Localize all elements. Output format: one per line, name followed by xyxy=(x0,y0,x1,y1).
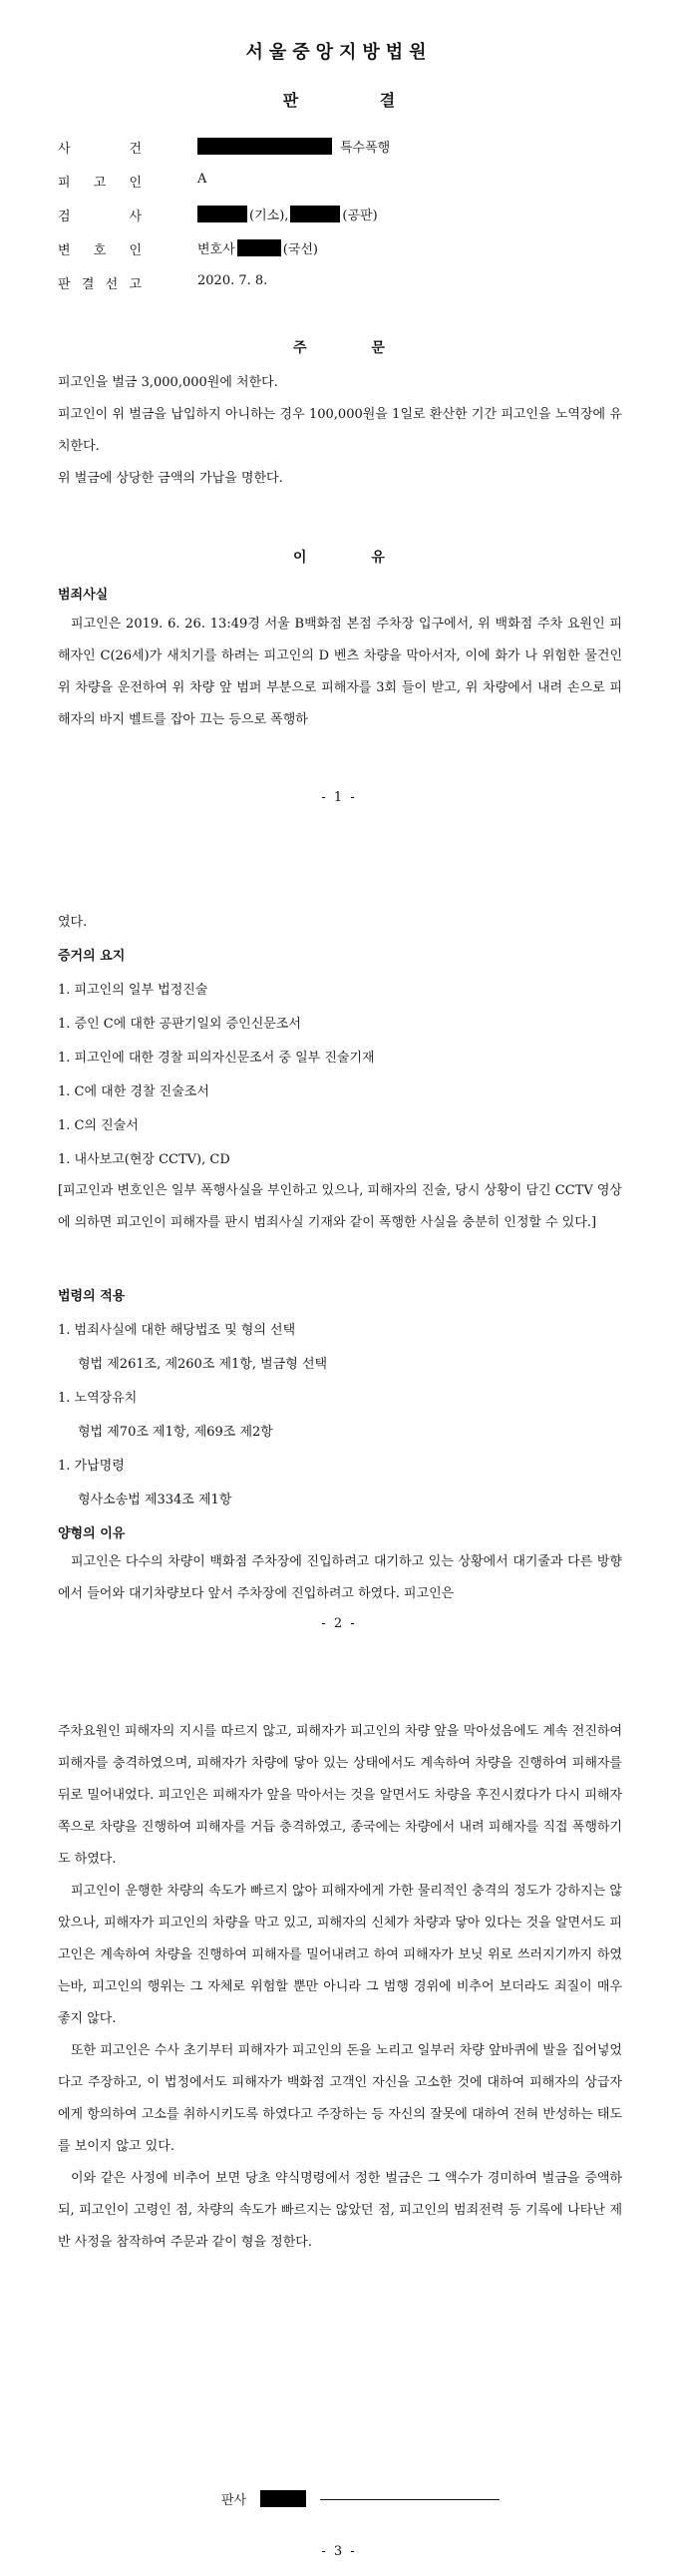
page-2 xyxy=(0,828,678,1646)
counsel-type: (국선) xyxy=(282,242,318,257)
header-label-char: 인 xyxy=(129,176,142,191)
page-number: - 2 - xyxy=(321,1616,357,1631)
header-value-counsel xyxy=(197,238,318,257)
header-value-prosecutor xyxy=(197,205,378,223)
header-label-char: 사 xyxy=(58,142,71,157)
law-heading: 법령의 적용 xyxy=(58,1289,126,1304)
sentencing-paragraph: 주차요원인 피해자의 지시를 따르지 않고, 피해자가 피고인의 차량 앞을 막아섰음에도 계속 전진하여 피해자를 충격하였으며, 피해자가 차량에 닿아 있는 상태에서도 계속하여 차량을 진행하여 피해자를 뒤로 밀어내었다. 피고인은 피해자가 앞을 막아서는 것을 알면서도 차량을 후진시켰다가 다시 피해자 쪽으로 차량을 진행하여 피해자를 거듭 충격하였고, 종국에는 차량에서 내려 피해자를 직접 폭행하기도 하였다. xyxy=(58,1724,622,1867)
header-label-prosecutor xyxy=(58,206,142,224)
case-name: 특수폭행 xyxy=(340,141,391,156)
signature-line xyxy=(320,2498,500,2500)
redaction-block xyxy=(260,2490,306,2507)
law-detail: 형법 제70조 제1항, 제69조 제2항 xyxy=(78,1425,273,1440)
page-number: - 1 - xyxy=(321,790,357,805)
header-label-case xyxy=(58,138,142,157)
judgment-date: 2020. 7. 8. xyxy=(197,273,268,288)
redaction-block xyxy=(290,206,340,222)
header-value-defendant xyxy=(197,172,206,187)
evidence-item: 1. 피고인에 대한 경찰 피의자신문조서 중 일부 진술기재 xyxy=(58,1051,375,1066)
evidence-item: 1. C의 진술서 xyxy=(58,1118,139,1133)
header-label-char: 판 xyxy=(58,277,71,292)
order-body xyxy=(58,367,622,495)
header-value-judgment-date xyxy=(197,273,267,288)
sentencing-paragraph: 이와 같은 사정에 비추어 보면 당초 약식명령에서 정한 벌금은 그 액수가 경미하여 벌금을 증액하되, 피고인이 고령인 점, 차량의 속도가 빠르지는 않았던 점, 피고인의 범죄전력 등 기록에 나타난 제반 사정을 참작하여 주문과 같이 형을 정한다. xyxy=(58,2171,622,2250)
sentencing-text: 피고인은 다수의 차량이 백화점 주차장에 진입하려고 대기하고 있는 상황에서 대기줄과 다른 방향에서 들어와 대기차량보다 앞서 주차장에 진입하려고 하였다. 피고인은 xyxy=(58,1554,622,1601)
header-label-char: 결 xyxy=(81,277,95,292)
sentencing-body xyxy=(58,1546,622,1610)
header-label-char: 인 xyxy=(129,243,142,258)
prosecutor-role-1: (기소), xyxy=(249,209,289,223)
prosecutor-role-2: (공판) xyxy=(342,209,378,223)
facts-heading: 범죄사실 xyxy=(58,588,109,603)
order-line: 피고인이 위 벌금을 납입하지 아니하는 경우 100,000원을 1일로 환산한 기간 피고인을 노역장에 유치한다. xyxy=(58,407,622,454)
evidence-note-text: [피고인과 변호인은 일부 폭행사실을 부인하고 있으나, 피해자의 진술, 당시 상황이 담긴 CCTV 영상에 의하면 피고인이 피해자를 판시 범죄사실 기재와 같이 폭행한 사실을 충분히 인정할 수 있다.] xyxy=(58,1183,622,1230)
evidence-heading: 증거의 요지 xyxy=(58,949,126,964)
header-label-char: 검 xyxy=(58,210,71,224)
header-label-char: 호 xyxy=(93,243,107,258)
sentencing-paragraph: 피고인이 운행한 차량의 속도가 빠르지 않아 피해자에게 가한 물리적인 충격의 정도가 강하지는 않았으나, 피해자가 피고인의 차량을 막고 있고, 피해자의 신체가 차량과 닿아 있다는 것을 알면서도 피고인은 계속하여 차량을 진행하여 피해자를 밀어내려고 하여 피해자가 보닛 위로 쓰러지기까지 하였는바, 피고인의 행위는 그 자체로 위험할 뿐만 아니라 그 범행 경위에 비추어 보더라도 죄질이 매우 좋지 않다. xyxy=(58,1884,622,2026)
evidence-item: 1. 내사보고(현장 CCTV), CD xyxy=(58,1152,230,1167)
redaction-block xyxy=(197,138,332,155)
sentencing-continuation xyxy=(58,1716,622,2259)
judge-signature xyxy=(221,2489,500,2508)
redaction-block xyxy=(237,239,281,256)
facts-continuation: 였다. xyxy=(58,915,88,930)
header-label-char: 변 xyxy=(58,243,71,258)
header-label-char: 건 xyxy=(129,142,142,157)
header-label-char: 피 xyxy=(58,176,71,191)
evidence-item: 1. C에 대한 경찰 진술조서 xyxy=(58,1084,209,1099)
header-label-char: 고 xyxy=(93,176,107,191)
law-item: 1. 범죄사실에 대한 해당법조 및 형의 선택 xyxy=(58,1323,296,1338)
page-3 xyxy=(0,1646,678,2576)
header-label-char: 선 xyxy=(105,277,119,292)
document-title: 판 결 xyxy=(282,91,434,110)
order-line: 위 벌금에 상당한 금액의 가납을 명한다. xyxy=(58,471,283,486)
header-label-char: 고 xyxy=(129,277,142,292)
header-label-char: 사 xyxy=(129,210,142,224)
evidence-item: 1. 피고인의 일부 법정진술 xyxy=(58,983,208,998)
header-label-judgment-date xyxy=(58,273,142,292)
sentencing-paragraph: 또한 피고인은 수사 초기부터 피해자가 피고인의 돈을 노리고 일부러 차량 앞바퀴에 발을 집어넣었다고 주장하고, 이 법정에서도 피해자가 백화점 고객인 자신을 고소한 것에 대하여 피해자의 상급자에게 항의하여 고소를 취하시키도록 하였다고 주장하는 등 자신의 잘못에 대하여 전혀 반성하는 태도를 보이지 않고 있다. xyxy=(58,2043,622,2154)
law-detail: 형법 제261조, 제260조 제1항, 벌금형 선택 xyxy=(78,1357,328,1372)
page-1 xyxy=(0,0,678,828)
judge-label: 판사 xyxy=(221,2493,247,2508)
facts-text: 피고인은 2019. 6. 26. 13:49경 서울 B백화점 본점 주차장 입구에서, 위 백화점 주차 요원인 피해자인 C(26세)가 새치기를 하려는 피고인의 D 벤츠 차량을 막아서자, 이에 화가 나 위험한 물건인 위 차량을 운전하여 위 차량 앞 범퍼 부분으로 피해자를 3회 들이 받고, 위 차량에서 내려 손으로 피해자의 바지 벨트를 잡아 끄는 등으로 폭행하 xyxy=(58,617,622,727)
order-section-title: 주 문 xyxy=(293,340,415,356)
defendant-name: A xyxy=(197,172,207,187)
evidence-item: 1. 증인 C에 대한 공판기일외 증인신문조서 xyxy=(58,1017,301,1032)
redaction-block xyxy=(197,206,247,222)
court-name: 서울중앙지방법원 xyxy=(245,42,433,63)
header-label-defendant xyxy=(58,172,142,191)
header-label-counsel xyxy=(58,239,142,258)
law-detail: 형사소송법 제334조 제1항 xyxy=(78,1493,232,1507)
order-line: 피고인을 벌금 3,000,000원에 처한다. xyxy=(58,375,278,390)
sentencing-heading: 양형의 이유 xyxy=(58,1526,126,1541)
facts-body xyxy=(58,609,622,736)
counsel-title: 변호사 xyxy=(197,242,235,257)
evidence-note xyxy=(58,1175,622,1239)
law-item: 1. 노역장유치 xyxy=(58,1391,138,1406)
header-value-case xyxy=(197,137,390,156)
reason-section-title: 이 유 xyxy=(293,550,415,566)
page-number: - 3 - xyxy=(321,2544,357,2559)
law-item: 1. 가납명령 xyxy=(58,1459,125,1474)
